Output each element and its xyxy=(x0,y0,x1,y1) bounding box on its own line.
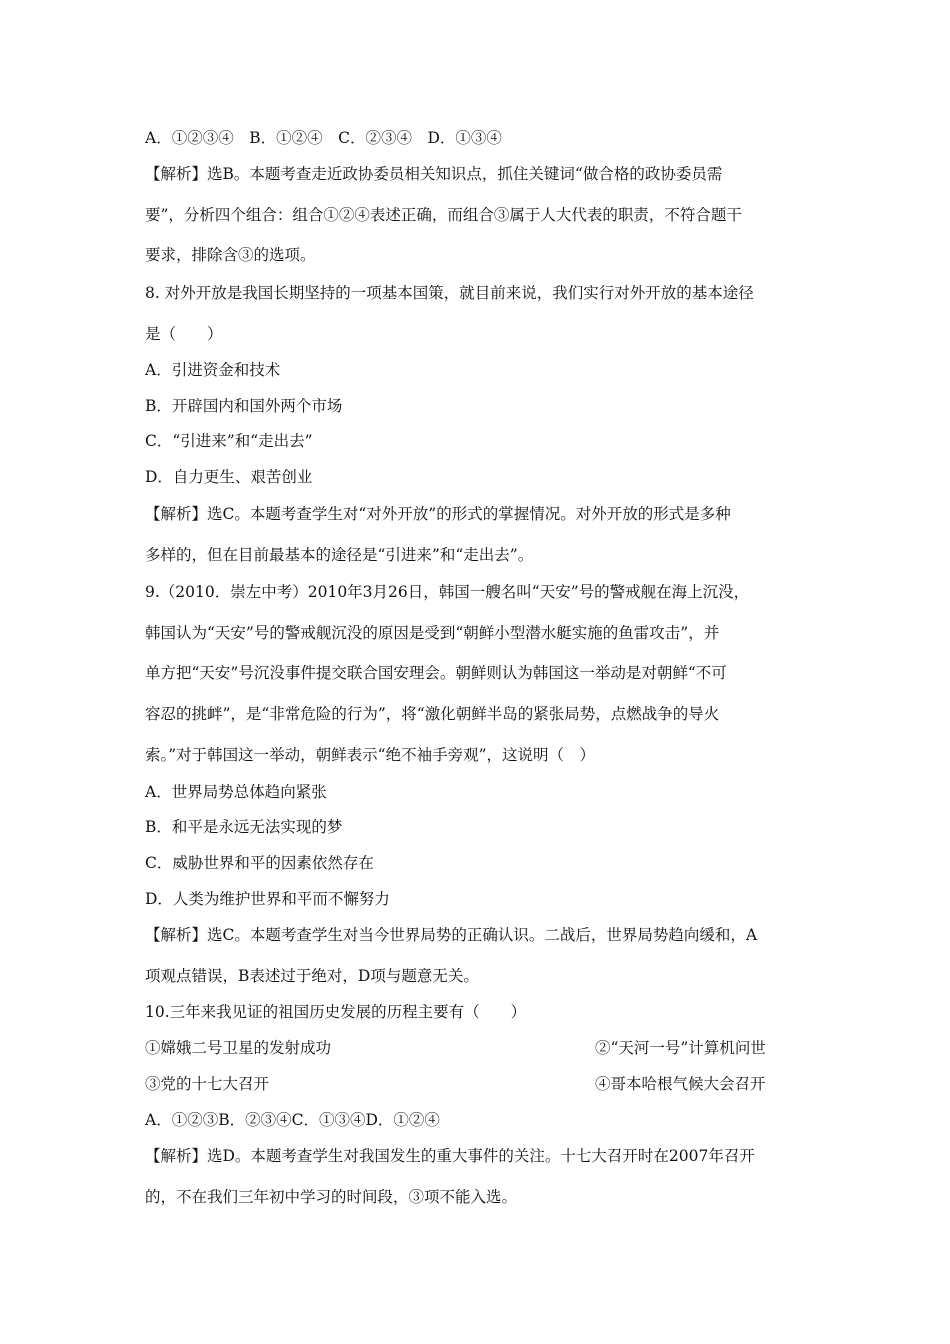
q10-item-2: ②“天河一号”计算机问世 xyxy=(595,1039,766,1057)
q8-option-a: A．引进资金和技术 xyxy=(145,361,281,379)
q9-analysis-line-2: 项观点错误，B表述过于绝对，D项与题意无关。 xyxy=(145,967,479,985)
q9-option-a: A．世界局势总体趋向紧张 xyxy=(145,783,327,801)
q7-analysis-line-2: 要”，分析四个组合：组合①②④表述正确，而组合③属于人大代表的职责，不符合题干 xyxy=(145,206,742,224)
q10-item-3: ③党的十七大召开 xyxy=(145,1075,270,1093)
q9-stem-line-3: 单方把“天安”号沉没事件提交联合国安理会。朝鲜则认为韩国这一举动是对朝鲜“不可 xyxy=(145,664,727,682)
q9-option-c: C．威胁世界和平的因素依然存在 xyxy=(145,854,374,872)
q8-stem-line-2: 是（ ） xyxy=(145,325,223,343)
q7-analysis-line-3: 要求，排除含③的选项。 xyxy=(145,246,316,264)
q10-analysis-line-1: 【解析】选D。本题考查学生对我国发生的重大事件的关注。十七大召开时在2007年召开 xyxy=(145,1147,755,1165)
q10-options: A．①②③B．②③④C．①③④D．①②④ xyxy=(145,1111,440,1129)
q9-stem-line-4: 容忍的挑衅”，是“非常危险的行为”，将“激化朝鲜半岛的紧张局势，点燃战争的导火 xyxy=(145,705,720,723)
q9-option-b: B．和平是永远无法实现的梦 xyxy=(145,818,343,836)
q10-item-1: ①嫦娥二号卫星的发射成功 xyxy=(145,1039,332,1057)
q8-option-d: D．自力更生、艰苦创业 xyxy=(145,468,313,486)
q9-option-d: D．人类为维护世界和平而不懈努力 xyxy=(145,890,390,908)
q10-stem: 10.三年来我见证的祖国历史发展的历程主要有（ ） xyxy=(145,1003,527,1021)
q7-analysis-line-1: 【解析】选B。本题考查走近政协委员相关知识点，抓住关键词“做合格的政协委员需 xyxy=(145,165,723,183)
q9-stem-line-5: 索。”对于韩国这一举动，朝鲜表示“绝不袖手旁观”，这说明（ ） xyxy=(145,746,596,764)
q9-analysis-line-1: 【解析】选C。本题考查学生对当今世界局势的正确认识。二战后，世界局势趋向缓和，A xyxy=(145,926,758,944)
q10-item-4: ④哥本哈根气候大会召开 xyxy=(595,1075,766,1093)
q9-stem-line-2: 韩国认为“天安”号的警戒舰沉没的原因是受到“朝鲜小型潜水艇实施的鱼雷攻击”，并 xyxy=(145,624,720,642)
q8-analysis-line-2: 多样的，但在目前最基本的途径是“引进来”和“走出去”。 xyxy=(145,546,534,564)
q9-stem-line-1: 9.（2010．崇左中考）2010年3月26日，韩国一艘名叫“天安”号的警戒舰在海上沉没， xyxy=(145,583,750,601)
q7-options: A．①②③④ B．①②④ C．②③④ D．①③④ xyxy=(145,129,502,147)
q8-option-b: B．开辟国内和国外两个市场 xyxy=(145,397,343,415)
q10-analysis-line-2: 的，不在我们三年初中学习的时间段，③项不能入选。 xyxy=(145,1188,518,1206)
q8-stem-line-1: 8. 对外开放是我国长期坚持的一项基本国策，就目前来说，我们实行对外开放的基本途径 xyxy=(145,284,754,302)
q10-items-row-1 xyxy=(145,1037,845,1059)
q10-items-row-2 xyxy=(145,1073,845,1095)
q8-analysis-line-1: 【解析】选C。本题考查学生对“对外开放”的形式的掌握情况。对外开放的形式是多种 xyxy=(145,505,731,523)
q8-option-c: C．“引进来”和“走出去” xyxy=(145,432,313,450)
